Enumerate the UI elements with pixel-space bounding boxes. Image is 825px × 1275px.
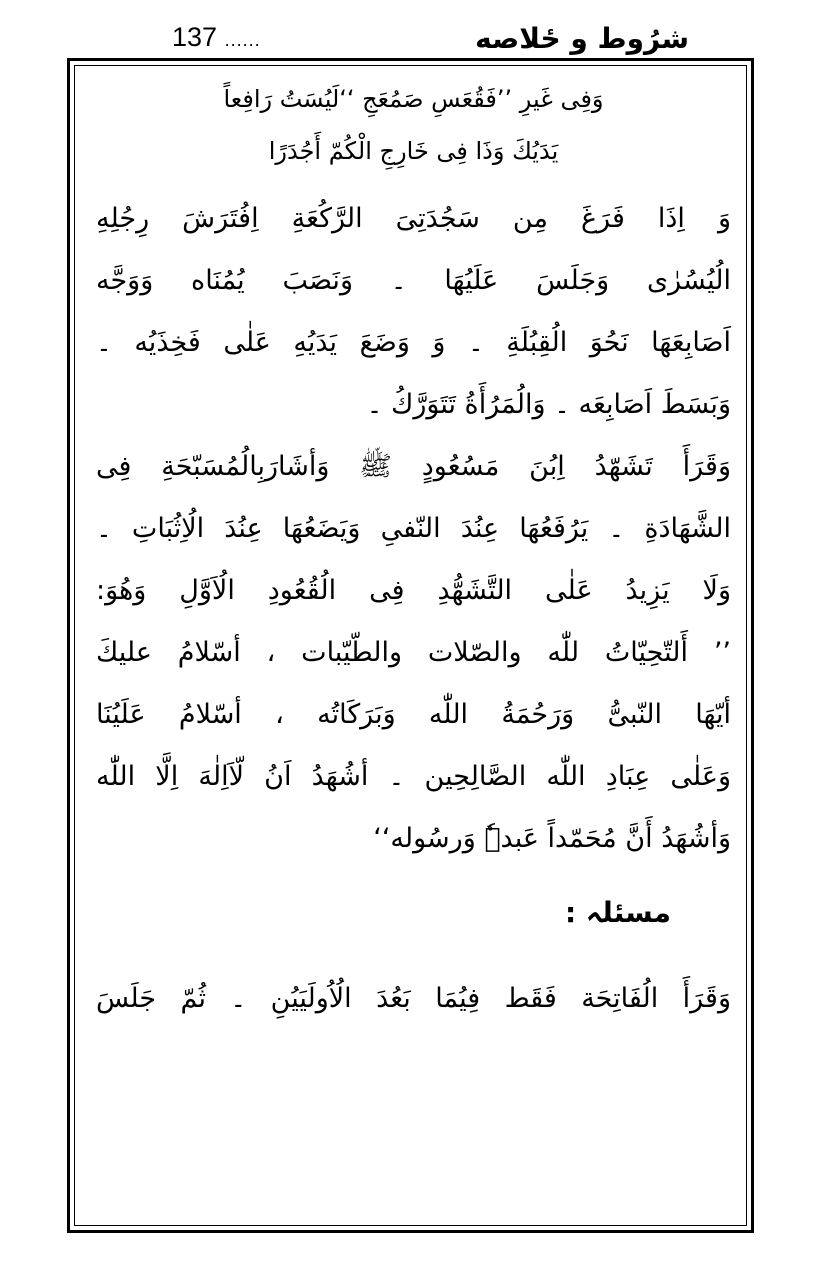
text-line: الشَّهَادَةِ ۔ یَرُفَعُهَا عِنُدَ النّفیِ وَیَضَعُهَا عِنُدَ الُاِثُبَاتِ ۔ <box>96 513 731 544</box>
spacer <box>96 948 731 968</box>
text-line: وَلَا یَزِیدُ عَلٰی التَّشَهُّدِ فِی الُقُعُودِ الُاَوَّلِ وَهُوَ: <box>96 575 731 606</box>
text-line: وَ اِذَا فَرَغَ مِن سَجُدَتِیَ الرَّکُعَةِ اِفُتَرَشَ رِجُلِهِ <box>96 203 731 234</box>
page-header <box>0 14 825 58</box>
verse-line: یَدَیُكَ وَذَا فِی خَارِجِ الْکُمّ أَجُدَرًا <box>268 137 559 165</box>
text-line: وَقَرَأَ تَشَهّدُ اِبُنَ مَسُعُودٍ ﷺ وَأشَارَبِالُمُسَبّحَةِ فِی <box>96 451 731 482</box>
text-line: الُیُسُرٰی وَجَلَسَ عَلَیُهَا ۔ وَنَصَبَ یُمُنَاه وَوَجَّه <box>96 265 731 296</box>
verse-block <box>96 84 731 166</box>
text-line: أیّهَا النّبیُّ وَرَحُمَةُ اللّٰه وَبَرَکَاتُه ، أسّلامُ عَلَیُنَا <box>96 699 731 730</box>
tashahhud-text <box>96 622 731 870</box>
paragraph-tashahhud-intro <box>96 436 731 622</box>
text-line: وَقَرَأَ الُفَاتِحَة فَقَط فِیُمَا بَعُدَ الُاُولَیَیُنِ ۔ ثُمّ جَلَسَ <box>96 983 731 1014</box>
text-line: وَأشُهَدُ أَنَّ مُحَمّداً عَبدہٗ وَرسُوله‘‘ <box>373 823 731 854</box>
text-line: ’’ أَلتّحِیّاتُ للّٰه والصّلات والطّیّبات ، أسّلامُ علیكَ <box>96 637 731 668</box>
page-number: 137 <box>172 22 218 52</box>
verse-line: وَفِی غَیرِ ’’فَقُعَسِ صَمُعَجِ ‘‘لَیُسَتُ رَافِعاً <box>223 85 604 113</box>
text-line: اَصَابِعَهَا نَحُوَ الُقِبُلَةِ ۔ وَ وَضَعَ یَدَیُهِ عَلٰی فَخِذَیُه ۔ <box>96 327 731 358</box>
page-number-block <box>172 22 261 53</box>
paragraph-sitting <box>96 188 731 436</box>
page-number-dots: ...... <box>224 30 261 50</box>
book-title: شرُوط و ځلاصه <box>475 22 689 55</box>
text-line: وَبَسَطَ اَصَابِعَه ۔ وَالُمَرُأَةُ تَتَوَرَّكُ ۔ <box>366 389 731 420</box>
masala-heading: مسئلہ : <box>564 896 671 929</box>
text-line: وَعَلٰی عِبَادِ اللّٰه الصَّالِحِین ۔ أشُهَدُ اَنُ لّاَاِلٰهَ اِلَّا اللّٰه <box>96 761 731 792</box>
page-content <box>96 78 731 1030</box>
